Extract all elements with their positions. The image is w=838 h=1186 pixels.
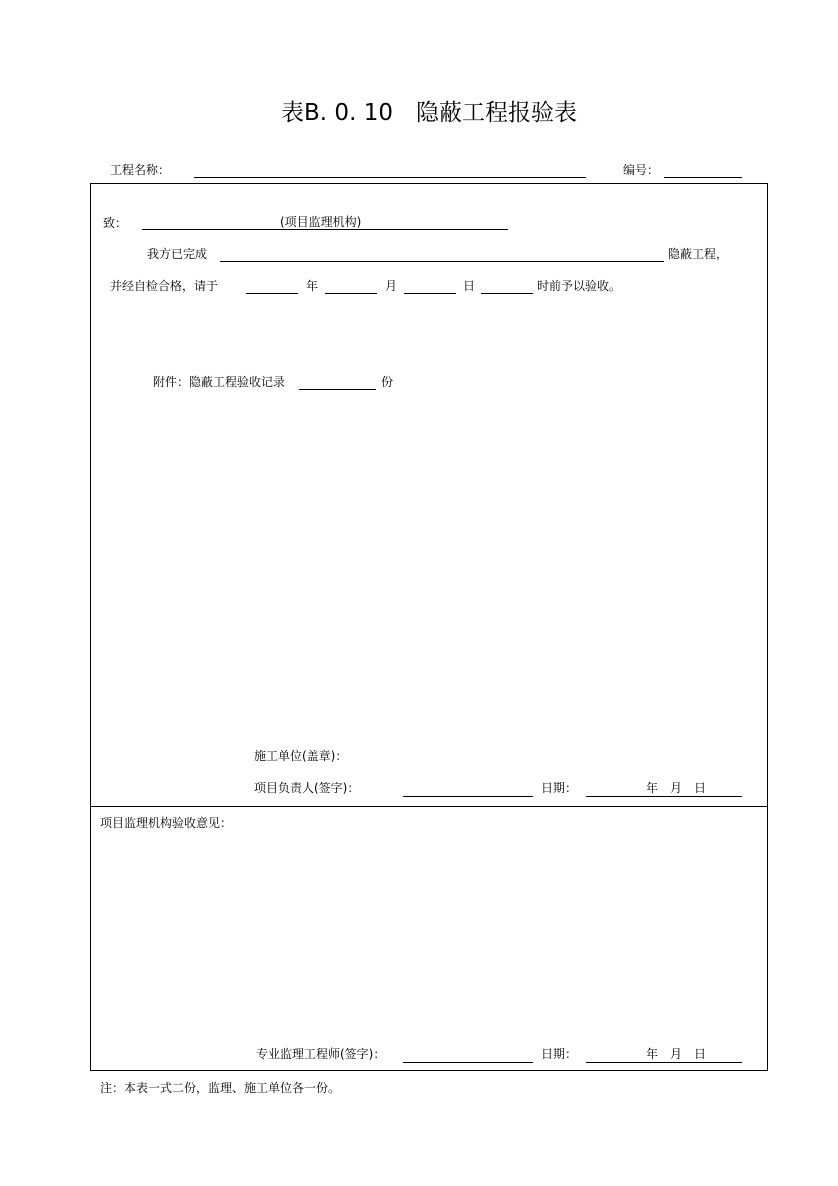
- project-name-field[interactable]: [194, 177, 586, 178]
- supervisor-org-label: (项目监理机构): [280, 215, 362, 229]
- page-title: 表B. 0. 10 隐蔽工程报验表: [281, 100, 577, 126]
- engineer-signature-field[interactable]: [403, 1062, 533, 1063]
- opinion-date-value: 年 月 日: [646, 1047, 707, 1061]
- manager-signature-field[interactable]: [403, 796, 533, 797]
- year-field[interactable]: [246, 293, 298, 294]
- form-frame: [90, 183, 768, 1071]
- to-field[interactable]: [142, 229, 508, 230]
- before-accept-label: 时前予以验收。: [537, 279, 622, 293]
- date-label: 日期：: [541, 781, 578, 795]
- project-name-label: 工程名称：: [110, 163, 171, 177]
- section-divider: [90, 806, 768, 807]
- month-label: 月: [385, 279, 398, 293]
- hour-field[interactable]: [481, 293, 533, 294]
- footnote: 注：本表一式二份，监理、施工单位各一份。: [100, 1081, 341, 1095]
- number-field[interactable]: [664, 177, 742, 178]
- attachment-unit: 份: [381, 375, 394, 389]
- opinion-label: 项目监理机构验收意见：: [100, 816, 233, 830]
- day-label: 日: [463, 279, 476, 293]
- manager-label: 项目负责人(签字)：: [254, 781, 360, 795]
- year-label: 年: [306, 279, 319, 293]
- engineer-label: 专业监理工程师(签字)：: [256, 1047, 386, 1061]
- contractor-label: 施工单位(盖章)：: [254, 749, 348, 763]
- attachment-label: 附件：隐蔽工程验收记录: [153, 375, 286, 389]
- date-value: 年 月 日: [646, 781, 707, 795]
- to-label: 致：: [103, 216, 128, 230]
- day-field[interactable]: [404, 293, 456, 294]
- selfcheck-prefix: 并经自检合格，请于: [110, 279, 219, 293]
- completed-suffix: 隐蔽工程，: [668, 247, 729, 261]
- attachment-count-field[interactable]: [299, 389, 376, 390]
- completed-work-field[interactable]: [220, 261, 664, 262]
- opinion-date-label: 日期：: [541, 1047, 578, 1061]
- month-field[interactable]: [325, 293, 377, 294]
- opinion-date-field[interactable]: [586, 1062, 742, 1063]
- number-label: 编号：: [623, 163, 660, 177]
- date-field[interactable]: [586, 796, 742, 797]
- completed-prefix: 我方已完成: [147, 247, 208, 261]
